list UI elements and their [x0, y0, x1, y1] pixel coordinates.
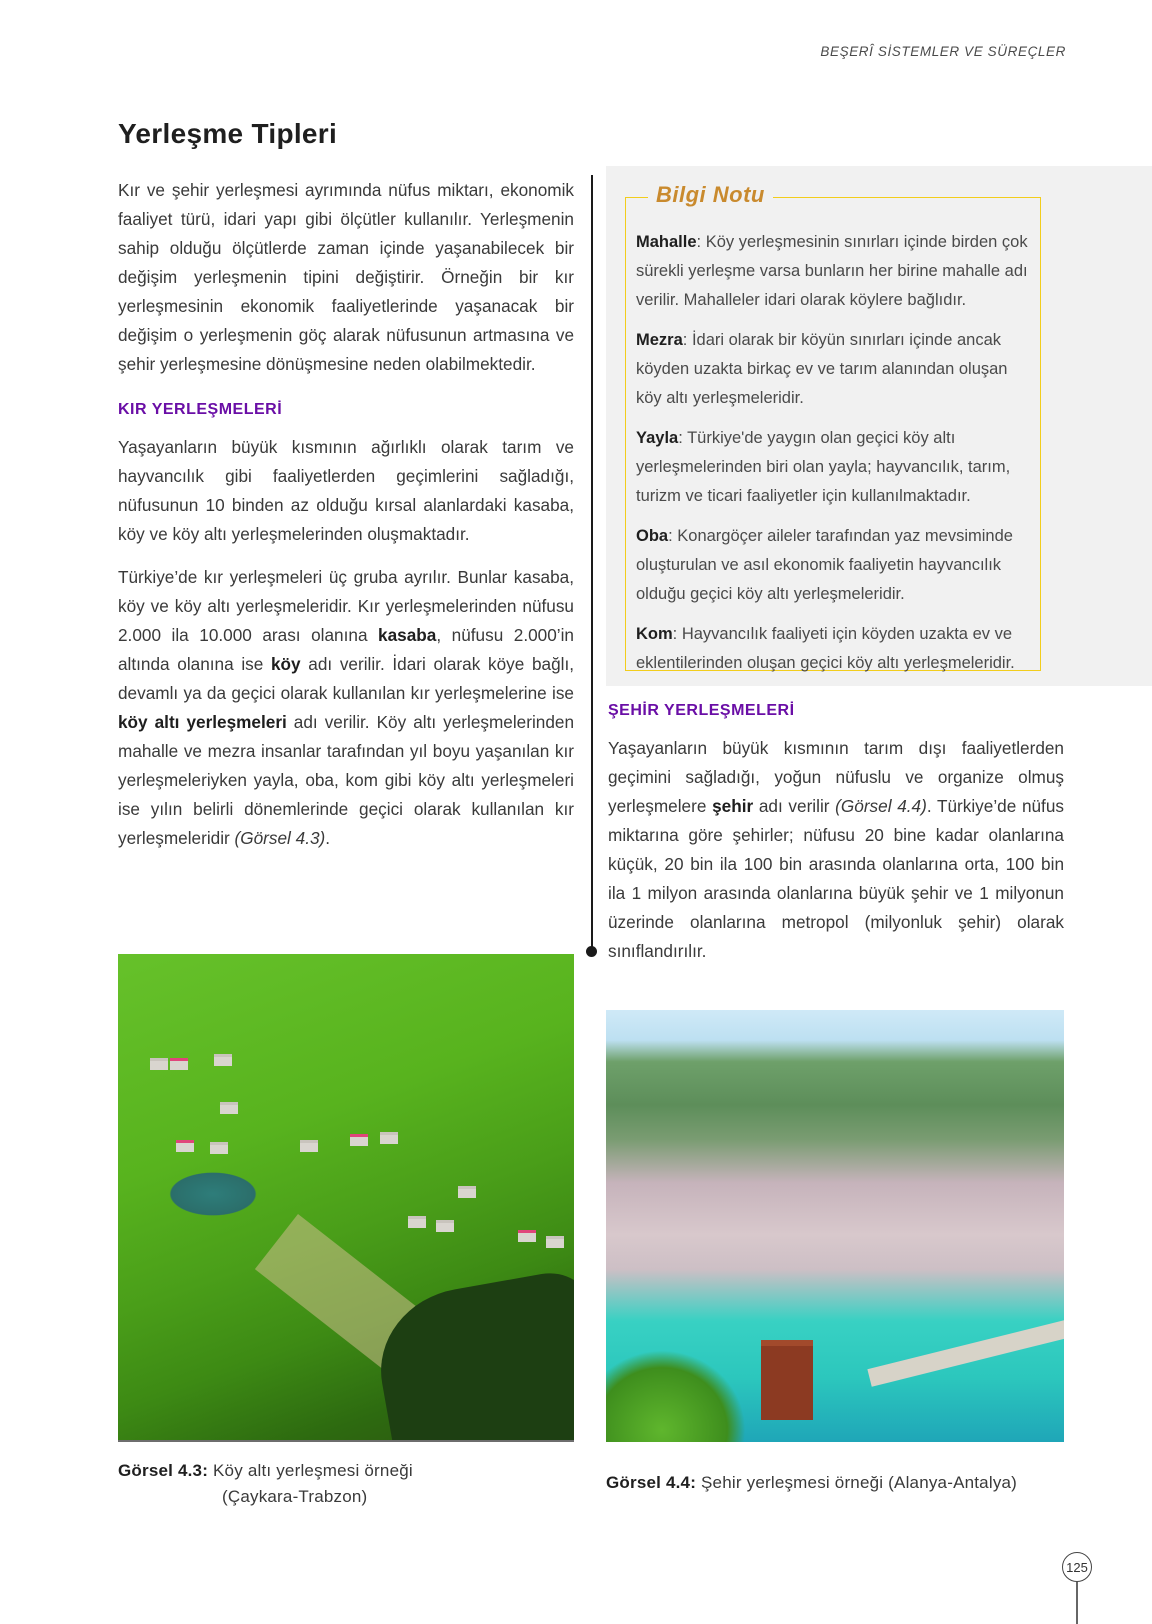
page-number: 125 — [1062, 1552, 1092, 1582]
running-head: BEŞERÎ SİSTEMLER VE SÜREÇLER — [820, 44, 1066, 59]
info-item-kom — [636, 620, 1036, 678]
page-number-marker — [1062, 1552, 1092, 1582]
harbor-pier — [867, 1311, 1064, 1387]
text-run: Türkiye’de kır yerleşmeleri üç gruba ayrılır. Bunlar kasaba, köy ve köy altı yerleşmeleridir. Kır yerleşmelerinden nüfusu 2.000 ila 10.000 arası olanına — [118, 567, 574, 645]
intro-paragraph: Kır ve şehir yerleşmesi ayrımında nüfus miktarı, ekonomik faaliyet türü, idari yapı gibi ölçütler kullanılır. Yerleşmenin sahip olduğu ölçütlerde zaman içinde yaşanabilecek bir değişim yerleşmenin tipini değiştirir. Örneğin bir kır yerleşmesinin ekonomik faaliyetlerinde yaşanacak bir değişim o yerleşmenin göç alarak nüfusunun artmasına ve şehir yerleşmesine dönüşmesine neden olabilmektedir. — [118, 180, 574, 374]
house — [214, 1054, 232, 1066]
house — [220, 1102, 238, 1114]
page-number-stem — [1076, 1582, 1078, 1624]
city-photo — [606, 1010, 1064, 1442]
text-run: adı verilir — [753, 796, 836, 816]
info-definition: : Köy yerleşmesinin sınırları içinde birden çok sürekli yerleşme varsa bunların her birine mahalle adı verilir. Mahalleler idari olarak köylere bağlıdır. — [636, 233, 1028, 309]
house — [380, 1132, 398, 1144]
info-term: Mezra — [636, 331, 683, 349]
house — [408, 1216, 426, 1228]
text-run: . — [325, 828, 331, 848]
house — [300, 1140, 318, 1152]
figure-caption-text: Köy altı yerleşmesi örneği — [213, 1461, 413, 1480]
info-note-content — [636, 228, 1036, 689]
text-run: , nüfusu 2.000’in altında olanına ise — [118, 625, 574, 674]
rural-heading: KIR YERLEŞMELERİ — [118, 401, 283, 418]
info-term: Yayla — [636, 429, 679, 447]
term-kasaba: kasaba — [378, 625, 437, 645]
figure-4-4-caption — [606, 1470, 1017, 1496]
figure-reference: (Görsel 4.4) — [835, 796, 927, 816]
info-definition: : Konargöçer aileler tarafından yaz mevsiminde oluşturulan ve asıl ekonomik faaliyetin hayvancılık olduğu geçici köy altı yerleşmeleridir. — [636, 527, 1013, 603]
house — [458, 1186, 476, 1198]
text-run: . Türkiye’de nüfus miktarına göre şehirler; nüfusu 20 bine kadar olanlarına küçük, 20 bin ila 100 bin arasında olanlarına orta, 100 bin ila 1 milyon arasında olanlarına büyük şehir ve 1 milyonun üzerinde olanlarına metropol (milyonluk şehir) olarak sınıflandırılır. — [608, 796, 1064, 961]
page-title: Yerleşme Tipleri — [118, 118, 338, 149]
house — [170, 1058, 188, 1070]
figure-location: (Çaykara-Trabzon) — [222, 1487, 368, 1506]
house — [518, 1230, 536, 1242]
urban-paragraph — [608, 734, 1064, 966]
figure-reference: (Görsel 4.3) — [234, 828, 326, 848]
house — [176, 1140, 194, 1152]
figure-label: Görsel 4.4: — [606, 1473, 697, 1492]
urban-heading: ŞEHİR YERLEŞMELERİ — [608, 702, 795, 719]
house — [546, 1236, 564, 1248]
text-run: adı verilir. Köy altı yerleşmelerinden mahalle ve mezra insanlar tarafından yıl boyu yaşanılan kır yerleşmeleriyken yayla, oba, kom gibi köy altı yerleşmeleri ise yılın belirli dönemlerinde geçici olarak kullanılan kır yerleşmeleridir — [118, 712, 574, 848]
info-term: Kom — [636, 625, 673, 643]
info-definition: : Türkiye'de yaygın olan geçici köy altı yerleşmelerinden biri olan yayla; hayvancılık, tarım, turizm ve ticari faaliyetler için kullanılmaktadır. — [636, 429, 1011, 505]
text-run: adı verilir. İdari olarak köye bağlı, devamlı ya da geçici olarak kullanılan kır yerleşmelerine ise — [118, 654, 574, 703]
info-item-mezra — [636, 326, 1036, 413]
village-photo — [118, 954, 574, 1442]
house — [210, 1142, 228, 1154]
info-item-oba — [636, 522, 1036, 609]
column-divider — [591, 175, 593, 950]
rural-paragraph-1: Yaşayanların büyük kısmının ağırlıklı olarak tarım ve hayvancılık gibi faaliyetlerden geçimlerini sağladığı, nüfusunun 10 binden az olduğu kırsal alanlardaki kasaba, köy ve köy altı yerleşmelerinden oluşmaktadır. — [118, 437, 574, 544]
info-item-yayla — [636, 424, 1036, 511]
left-column — [118, 176, 574, 867]
info-term: Oba — [636, 527, 669, 545]
column-divider-dot — [586, 946, 597, 957]
rural-paragraph-2 — [118, 563, 574, 853]
foreground-leaves — [606, 1350, 746, 1442]
house — [350, 1134, 368, 1146]
house — [436, 1220, 454, 1232]
info-definition: : İdari olarak bir köyün sınırları içinde ancak köyden uzakta birkaç ev ve tarım alanından oluşan köy altı yerleşmeleridir. — [636, 331, 1008, 407]
info-definition: : Hayvancılık faaliyeti için köyden uzakta ev ve eklentilerinden oluşan geçici köy altı yerleşmeleridir. — [636, 625, 1015, 672]
info-item-mahalle — [636, 228, 1036, 315]
red-tower — [761, 1340, 813, 1420]
info-term: Mahalle — [636, 233, 697, 251]
text-run: Yaşayanların büyük kısmının tarım dışı faaliyetlerden geçimini sağladığı, yoğun nüfuslu ve organize olmuş yerleşmelere — [608, 738, 1064, 816]
house — [150, 1058, 168, 1070]
figure-caption-text: Şehir yerleşmesi örneği (Alanya-Antalya) — [701, 1473, 1018, 1492]
term-sehir: şehir — [712, 796, 754, 816]
right-column — [608, 702, 1064, 980]
info-note-title: Bilgi Notu — [648, 182, 773, 208]
figure-label: Görsel 4.3: — [118, 1461, 209, 1480]
term-koy: köy — [270, 654, 301, 674]
figure-4-3-caption — [118, 1458, 413, 1510]
term-koy-alti: köy altı yerleşmeleri — [118, 712, 287, 732]
